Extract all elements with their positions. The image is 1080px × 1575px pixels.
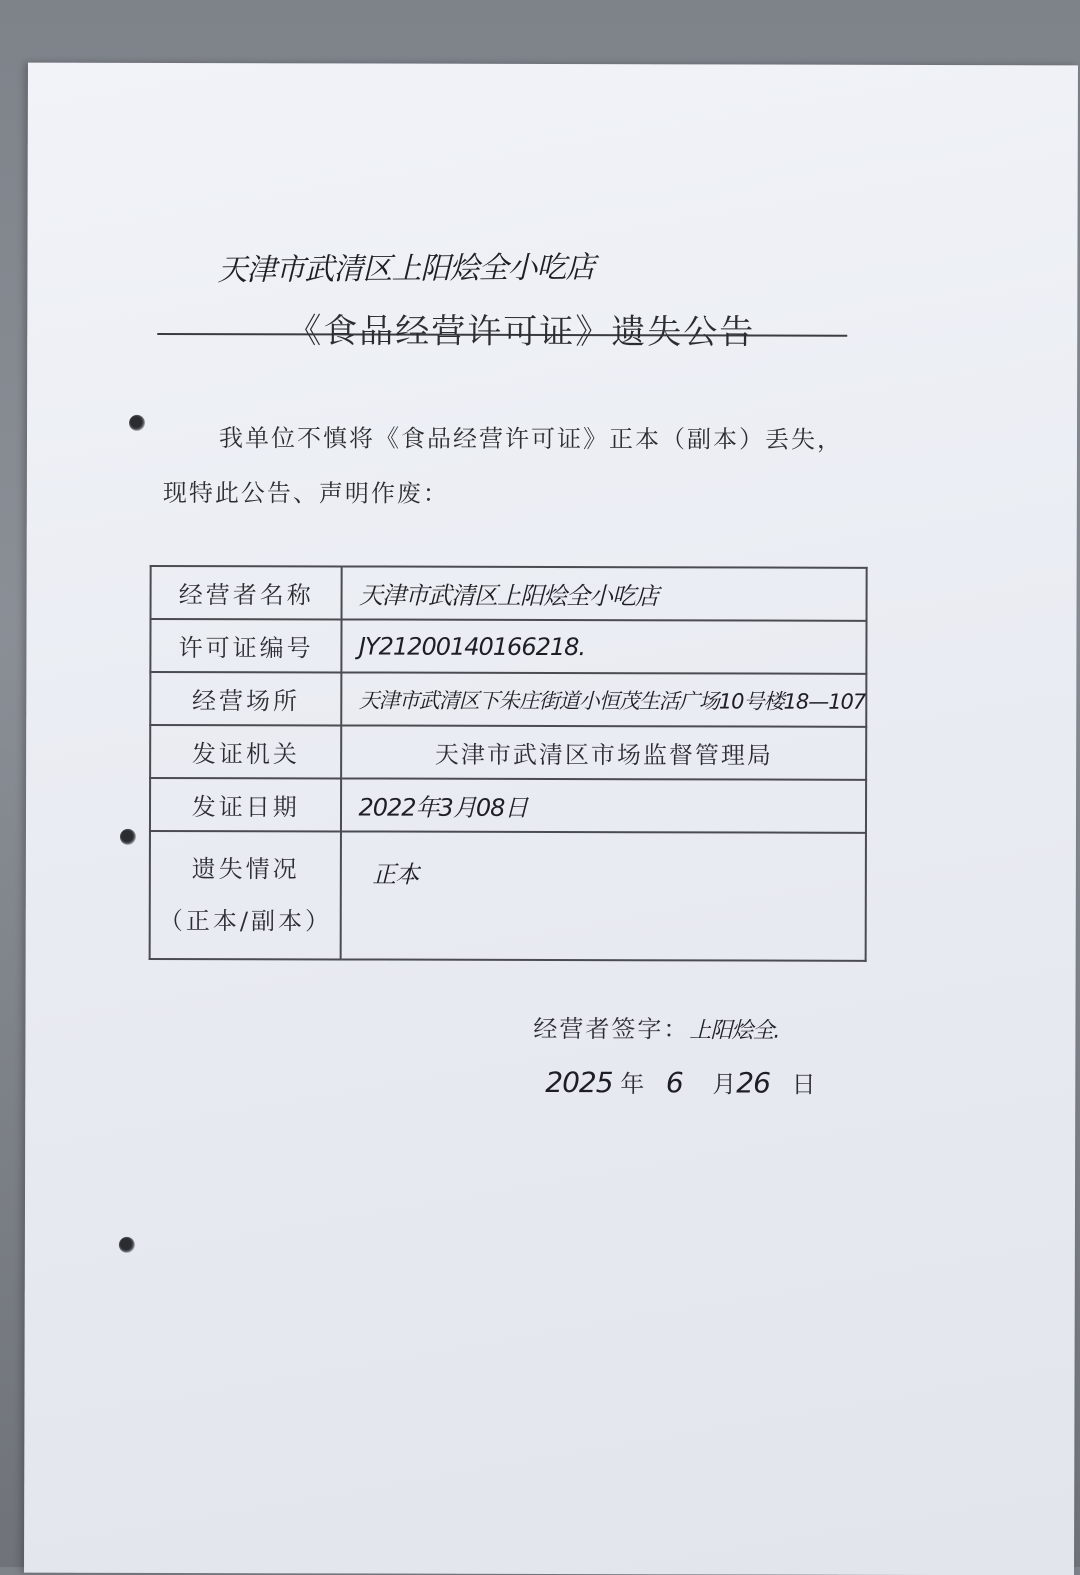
notice-line-1: 我单位不慎将《食品经营许可证》正本（副本）丢失， xyxy=(218,424,844,454)
row-value-operator-name: 天津市武清区上阳烩全小吃店 xyxy=(342,566,867,620)
row-value-business-address: 天津市武清区下朱庄街道小恒茂生活广场10号楼18—107 xyxy=(342,672,867,726)
row-value-loss-status: 正本 xyxy=(341,831,866,960)
date-day: 26 xyxy=(736,1066,771,1100)
row-label-loss-status xyxy=(150,831,342,960)
table-row xyxy=(151,566,867,621)
date-month: 6 xyxy=(665,1066,683,1100)
row-label-issue-date: 发证日期 xyxy=(150,778,342,832)
document-paper xyxy=(24,63,1078,1575)
punch-hole xyxy=(129,415,145,431)
page-title: 《食品经营许可证》遗失公告 xyxy=(287,311,756,353)
row-label-license-number: 许可证编号 xyxy=(150,619,342,673)
notice-line-2: 现特此公告、声明作废： xyxy=(162,478,449,508)
date-year-unit: 年 xyxy=(620,1070,645,1099)
table-row xyxy=(150,725,866,780)
table-row xyxy=(150,672,866,727)
table-row xyxy=(150,778,866,833)
signature-handwritten: 上阳烩全. xyxy=(689,1018,780,1044)
table-row xyxy=(150,831,866,961)
row-value-license-number: JY21200140166218. xyxy=(342,619,867,673)
loss-label-line-1: 遗失情况 xyxy=(191,855,300,884)
table-row xyxy=(150,619,866,674)
row-label-business-address: 经营场所 xyxy=(150,672,342,726)
signature-line xyxy=(533,1009,779,1045)
date-line xyxy=(545,1064,815,1100)
row-label-issuing-authority: 发证机关 xyxy=(150,725,342,779)
punch-hole xyxy=(120,829,136,845)
row-label-operator-name: 经营者名称 xyxy=(151,566,343,620)
signature-label: 经营者签字： xyxy=(533,1014,690,1044)
row-value-issuing-authority: 天津市武清区市场监督管理局 xyxy=(342,725,867,779)
loss-label-line-2: （正本/副本） xyxy=(158,906,333,936)
punch-hole xyxy=(119,1237,135,1253)
row-value-issue-date: 2022年3月08日 xyxy=(341,778,866,832)
date-month-unit: 月 xyxy=(712,1070,737,1099)
date-year: 2025 xyxy=(545,1065,613,1100)
license-info-table xyxy=(149,565,868,962)
shop-name-handwritten: 天津市武清区上阳烩全小吃店 xyxy=(217,250,595,289)
date-day-unit: 日 xyxy=(791,1070,816,1099)
